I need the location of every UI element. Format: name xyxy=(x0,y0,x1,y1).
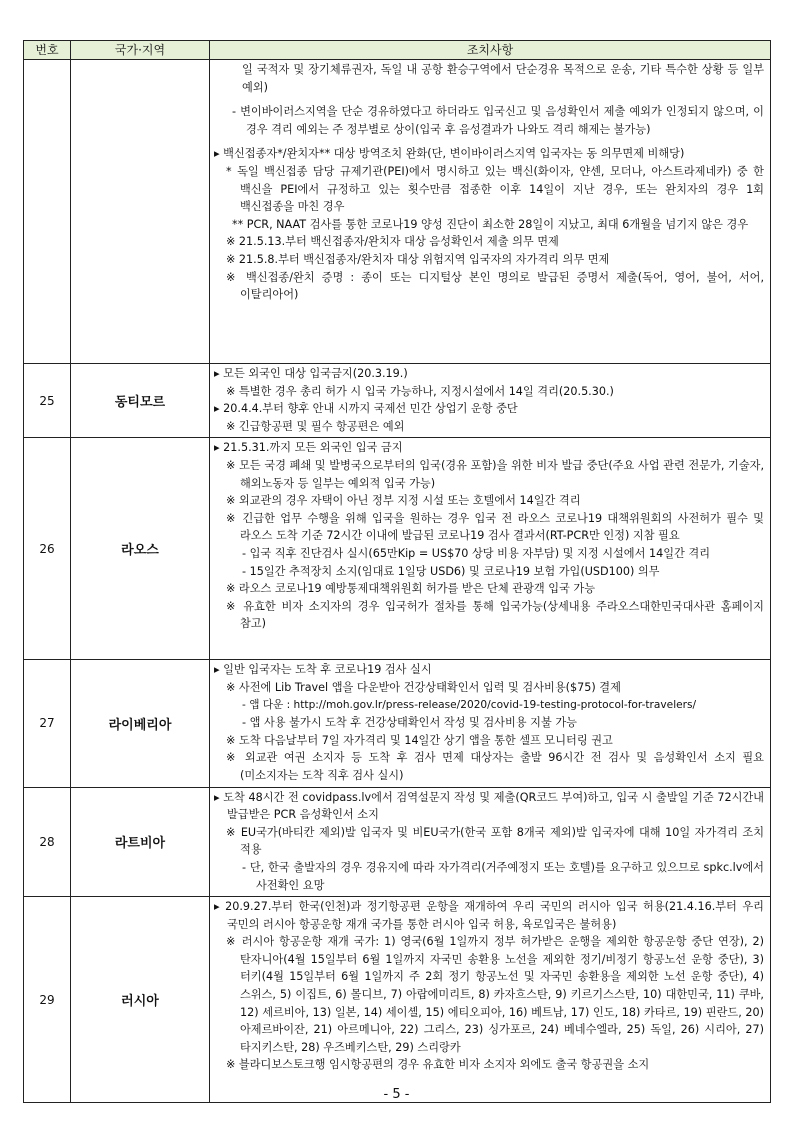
table-row xyxy=(24,787,771,897)
page-number: - 5 - xyxy=(383,1087,410,1102)
document-page xyxy=(23,40,770,1103)
measure-line: ※ 특별한 경우 총리 허가 시 입국 가능하나, 지정시설에서 14일 격리(20.5.30.) xyxy=(226,384,614,398)
measure-line: ※ 긴급항공편 및 필수 항공편은 예외 xyxy=(226,419,405,433)
row-number: 25 xyxy=(24,364,71,438)
measure-line: ※ 긴급한 업무 수행을 위해 입국을 원하는 경우 입국 전 라오스 코로나19 대책위원회의 사전허가 필수 및 라오스 도착 기준 72시간 이내에 발급된 코로나19 검사 결과서(RT-PCR만 인정) 지참 필요 xyxy=(226,511,764,543)
measure-line: ▸ 도착 48시간 전 covidpass.lv에서 검역설문지 작성 및 제출(QR코드 부여)하고, 입국 시 출발일 기준 72시간내 발급받은 PCR 음성확인서 소지 xyxy=(214,790,764,822)
measure-line: ※ 블라디보스토크행 임시항공편의 경우 유효한 비자 소지자 외에도 출국 항공권을 소지 xyxy=(226,1058,650,1072)
row-number: 28 xyxy=(24,787,71,897)
header-number: 번호 xyxy=(24,41,71,60)
table-row xyxy=(24,438,771,660)
measure-line: ※ 백신접종/완치 증명 : 종이 또는 디지털상 본인 명의로 발급된 증명서 제출(독어, 영어, 불어, 서어, 이탈리아어) xyxy=(226,270,764,302)
measure-line: - 15일간 추적장치 소지(임대료 1일당 USD6) 및 코로나19 보험 가입(USD100) 의무 xyxy=(242,564,660,578)
row-country: 동티모르 xyxy=(71,364,210,438)
table-row xyxy=(24,660,771,787)
row-country: 라트비아 xyxy=(71,787,210,897)
measure-line: ※ 21.5.13.부터 백신접종자/완치자 대상 음성확인서 제출 의무 면제 xyxy=(226,235,559,249)
measure-line: ※ EU국가(바티칸 제외)발 입국자 및 비EU국가(한국 포함 8개국 제외)발 입국자에 대해 10일 자가격리 조치 적용 xyxy=(226,825,764,857)
row-number-cell xyxy=(24,60,71,364)
measure-line: ※ 도착 다음날부터 7일 자가격리 및 14일간 상기 앱을 통한 셀프 모니터링 권고 xyxy=(226,733,613,747)
measure-line: ▸ 일반 입국자는 도착 후 코로나19 검사 실시 xyxy=(214,663,432,677)
measure-line: - 변이바이러스지역을 단순 경유하였다고 하더라도 입국신고 및 음성확인서 제출 예외가 인정되지 않으며, 이 경우 격리 예외는 주 정부별로 상이(입국 후 음성결과가 나와도 격리 해제는 불가능) xyxy=(232,105,764,136)
measure-line: ※ 라오스 코로나19 예방통제대책위원회 허가를 받은 단체 관광객 입국 가능 xyxy=(226,582,596,596)
measure-line: ▸ 20.4.4.부터 향후 안내 시까지 국제선 민간 상업기 운항 중단 xyxy=(214,402,518,416)
measure-line: ※ 모든 국경 폐쇄 및 발병국으로부터의 입국(경유 포함)을 위한 비자 발급 중단(주요 사업 관련 전문가, 기술자, 해외노동자 등 일부는 예외적 입국 가능) xyxy=(226,458,764,490)
row-country-cell xyxy=(71,60,210,364)
measure-line: * 독일 백신접종 담당 규제기관(PEI)에서 명시하고 있는 백신(화이자, 얀센, 모더나, 아스트라제네카) 중 한 백신을 PEI에서 규정하고 있는 횟수만큼 접종한 이후 14일이 지난 경우, 또는 완치자의 경우 1회 백신접종을 마친 경우 xyxy=(226,164,764,214)
measure-line: - 단, 한국 출발자의 경우 경유지에 따라 자가격리(거주예정지 또는 호텔)를 요구하고 있으므로 spkc.lv에서 사전확인 요망 xyxy=(242,860,764,892)
row-measures-cell xyxy=(210,787,771,897)
measure-line: ▸ 20.9.27.부터 한국(인천)과 정기항공편 운항을 재개하여 우리 국민의 러시아 입국 허용(21.4.16.부터 우리 국민의 러시아 항공운항 재개 국가를 통한 러시아 입국 허용, 육로입국은 불허용) xyxy=(214,900,764,931)
header-measures: 조치사항 xyxy=(210,41,771,60)
measure-line: ※ 유효한 비자 소지자의 경우 입국허가 절차를 통해 입국가능(상세내용 주라오스대한민국대사관 홈페이지 참고) xyxy=(226,599,764,631)
row-measures-cell xyxy=(210,60,771,364)
row-measures-cell xyxy=(210,897,771,1103)
measure-line: ※ 외교관의 경우 자택이 아닌 정부 지정 시설 또는 호텔에서 14일간 격리 xyxy=(226,494,581,508)
measure-line: ※ 21.5.8.부터 백신접종자/완치자 대상 위험지역 입국자의 자가격리 의무 면제 xyxy=(226,252,610,266)
row-number: 29 xyxy=(24,897,71,1103)
measure-line: ※ 사전에 Lib Travel 앱을 다운받아 건강상태확인서 입력 및 검사비용($75) 결제 xyxy=(226,680,621,694)
row-measures-cell xyxy=(210,660,771,787)
table-row-continued xyxy=(24,60,771,364)
row-number: 27 xyxy=(24,660,71,787)
measure-line: - 앱 다운 : http://moh.gov.lr/press-release/2020/covid-19-testing-protocol-for-travelers/ xyxy=(242,698,697,711)
row-measures-cell xyxy=(210,364,771,438)
measure-line: ※ 러시아 항공운항 재개 국가: 1) 영국(6월 1일까지 정부 허가받은 운행을 제외한 항공운항 중단 연장), 2) 탄자니아(4월 15일부터 6월 1일까지 자국민 송환용 노선을 제외한 정기/비정기 항공노선 운항 중단), 3) 터키(4월 15일부터 6월 1일까지 주 2회 정기 항공노선 및 자국민 송환용을 제외한 노선 운항 중단), 4) 스위스, 5) 이집트, 6) 몰디브, 7) 아랍에미리트, 8) 카자흐스탄, 9) 키르기스스탄, 10) 대한민국, 11) 쿠바, 12) 세르비아, 13) 일본, 14) 세이셸, 15) 에티오피아, 16) 베트남, 17) 인도, 18) 카타르, 19) 핀란드, 20) 아제르바이잔, 21) 아르메니아, 22) 그리스, 23) 싱가포르, 24) 베네수엘라, 25) 독일, 26) 시리아, 27) 타지키스탄, 28) 우즈베키스탄, 29) 스리랑카 xyxy=(226,935,764,1054)
measure-line: - 입국 직후 진단검사 실시(65만Kip = US$70 상당 비용 자부담) 및 지정 시설에서 14일간 격리 xyxy=(242,546,710,560)
row-number: 26 xyxy=(24,438,71,660)
measure-line: 일 국적자 및 장기체류권자, 독일 내 공항 환승구역에서 단순경유 목적으로 운송, 기타 특수한 상황 등 일부 예외) xyxy=(242,63,764,94)
measures-table xyxy=(23,40,771,1103)
measure-line: ▸ 백신접종자*/완치자** 대상 방역조치 완화(단, 변이바이러스지역 입국자는 동 의무면제 비해당) xyxy=(214,147,685,161)
measure-line: ▸ 21.5.31.까지 모든 외국인 입국 금지 xyxy=(214,441,403,455)
row-country: 러시아 xyxy=(71,897,210,1103)
table-header-row xyxy=(24,41,771,60)
measure-line: ▸ 모든 외국인 대상 입국금지(20.3.19.) xyxy=(214,367,408,380)
measure-line: ** PCR, NAAT 검사를 통한 코로나19 양성 진단이 최소한 28일이 지났고, 최대 6개월을 넘기지 않은 경우 xyxy=(232,217,749,231)
measure-line: ※ 외교관 여권 소지자 등 도착 후 검사 면제 대상자는 출발 96시간 전 검사 및 음성확인서 소지 필요(미소지자는 도착 직후 검사 실시) xyxy=(226,751,764,782)
measure-line: - 앱 사용 불가시 도착 후 건강상태확인서 작성 및 검사비용 지불 가능 xyxy=(242,716,577,730)
row-measures-cell xyxy=(210,438,771,660)
table-row xyxy=(24,364,771,438)
row-country: 라이베리아 xyxy=(71,660,210,787)
header-country: 국가·지역 xyxy=(71,41,210,60)
table-row xyxy=(24,897,771,1103)
row-country: 라오스 xyxy=(71,438,210,660)
